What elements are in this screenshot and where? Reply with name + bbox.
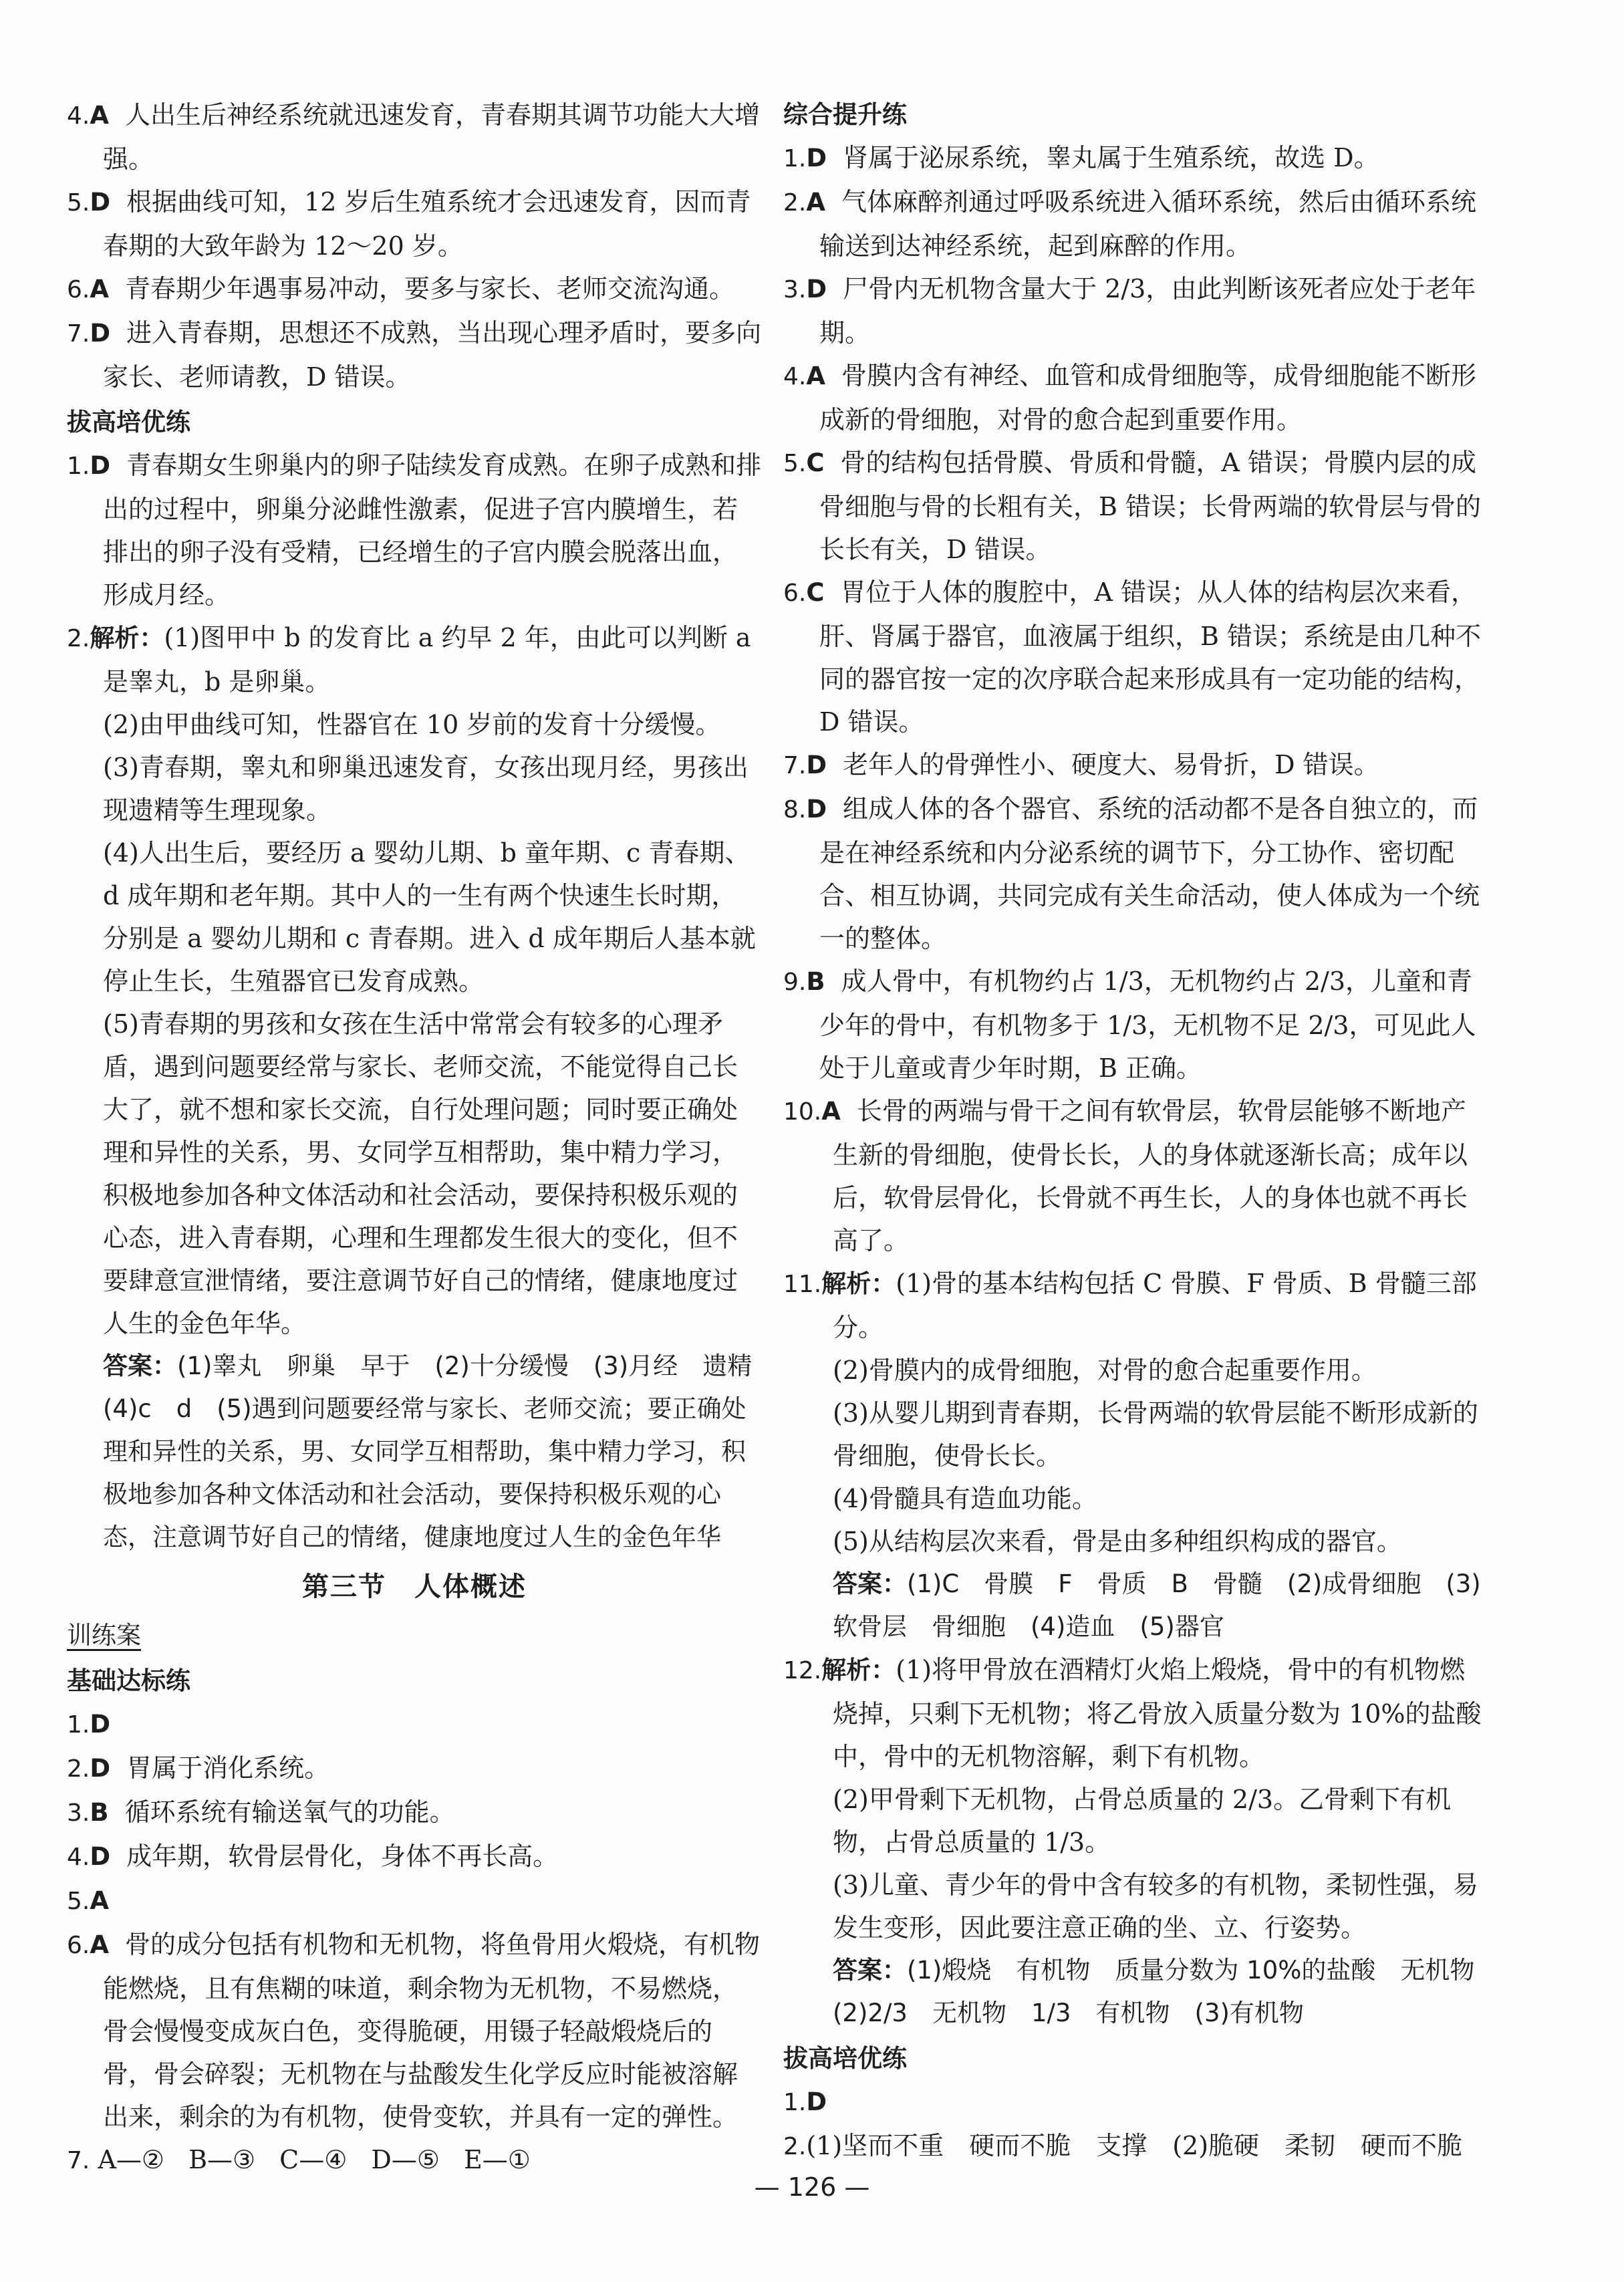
page-number: — 126 — <box>754 2172 870 2202</box>
answer-block: 答案：(1)睾丸 卵巢 早于 (2)十分缓慢 (3)月经 遗精 (4)c d (5)遇到问题要经常与家长、老师交流；要正确处理和异性的关系，男、女同学互相帮助，集中精力学习，积极地参加各种文体活动和社会活动，要保持积极乐观的心态，注意调节好自己的情绪，健康地度过人生的金色年华 <box>103 1352 777 1551</box>
left-column <box>67 94 777 2182</box>
match-pair: B—③ <box>188 2145 256 2174</box>
answer-item: 5.A <box>67 1886 109 1915</box>
answer-item: 7.D 老年人的骨弹性小、硬度大、易骨折，D 错误。 <box>783 750 1379 779</box>
answer-item: 9.B 成人骨中，有机物约占 1/3，无机物约占 2/3，儿童和青少年的骨中，有机物多于 1/3，无机物不足 2/3，可见此人处于儿童或青少年时期，B 正确。 <box>783 967 1476 1083</box>
match-pair: A—② <box>98 2145 164 2174</box>
answer-item: 4.D 成年期，软骨层骨化，身体不再长高。 <box>67 1842 559 1871</box>
section-heading-basic: 基础达标练 <box>67 1666 190 1695</box>
analysis-paragraph: (3)儿童、青少年的骨中含有较多的有机物，柔韧性强，易发生变形，因此要注意正确的坐、立、行姿势。 <box>833 1870 1478 1942</box>
answer-item: 1.D <box>783 2087 827 2116</box>
analysis-paragraph: (3)青春期，睾丸和卵巢迅速发育，女孩出现月经，男孩出现遗精等生理现象。 <box>103 753 749 825</box>
match-pair: E—① <box>464 2145 531 2174</box>
matching-item: 7. A—② B—③ C—④ D—⑤ E—① <box>67 2145 531 2174</box>
answer-item: 3.B 循环系统有输送氧气的功能。 <box>67 1797 455 1827</box>
answer-item: 6.A 骨的成分包括有机物和无机物，将鱼骨用火煅烧，有机物能燃烧，且有焦糊的味道，剩余物为无机物，不易燃烧，骨会慢慢变成灰白色，变得脆硬，用镊子轻敲煅烧后的骨，骨会碎裂；无机物在与盐酸发生化学反应时能被溶解出来，剩余的为有机物，使骨变软，并具有一定的弹性。 <box>67 1930 761 2132</box>
match-pair: C—④ <box>279 2145 348 2174</box>
section-heading-comprehensive: 综合提升练 <box>783 100 907 129</box>
answer-item: 2.D 胃属于消化系统。 <box>67 1753 330 1783</box>
section-heading-advanced: 拔高培优练 <box>67 408 190 436</box>
analysis-paragraph: (2)骨膜内的成骨细胞，对骨的愈合起重要作用。 <box>833 1356 1377 1385</box>
answer-item: 4.A 骨膜内含有神经、血管和成骨细胞等，成骨细胞能不断形成新的骨细胞，对骨的愈合起到重要作用。 <box>783 361 1477 434</box>
analysis-paragraph: (5)从结构层次来看，骨是由多种组织构成的器官。 <box>833 1527 1402 1556</box>
answer-item: 7.D 进入青春期，思想还不成熟，当出现心理矛盾时，要多向家长、老师请教，D 错误。 <box>67 318 762 392</box>
analysis-item: 11.解析：(1)骨的基本结构包括 C 骨膜、F 骨质、B 骨髓三部分。 <box>783 1269 1477 1342</box>
match-pair: D—⑤ <box>371 2145 440 2174</box>
answer-item: 1.D 青春期女生卵巢内的卵子陆续发育成熟。在卵子成熟和排出的过程中，卵巢分泌雌性激素，促进子宫内膜增生，若排出的卵子没有受精，已经增生的子宫内膜会脱落出血，形成月经。 <box>67 451 762 610</box>
answer-item: 6.C 胃位于人体的腹腔中，A 错误；从人体的结构层次来看，肝、肾属于器官，血液属于组织，B 错误；系统是由几种不同的器官按一定的次序联合起来形成具有一定功能的结构，D 错误。 <box>783 578 1482 737</box>
answer-block: 答案：(1)煅烧 有机物 质量分数为 10%的盐酸 无机物 (2)2/3 无机物 1/3 有机物 (3)有机物 <box>833 1956 1500 2027</box>
answer-item: 2.A 气体麻醉剂通过呼吸系统进入循环系统，然后由循环系统输送到达神经系统，起到麻醉的作用。 <box>783 187 1477 261</box>
section-heading-advanced: 拔高培优练 <box>783 2044 907 2073</box>
analysis-paragraph: (2)甲骨剩下无机物，占骨总质量的 2/3。乙骨剩下有机物，占骨总质量的 1/3。 <box>833 1785 1452 1857</box>
analysis-item: 2.解析：(1)图甲中 b 的发育比 a 约早 2 年，由此可以判断 a 是睾丸，b 是卵巢。 <box>67 623 751 696</box>
answer-item: 1.D <box>67 1710 111 1739</box>
answer-item: 8.D 组成人体的各个器官、系统的活动都不是各自独立的，而是在神经系统和内分泌系统的调节下，分工协作、密切配合、相互协调，共同完成有关生命活动，使人体成为一个统一的整体。 <box>783 794 1480 953</box>
answer-item: 6.A 青春期少年遇事易冲动，要多与家长、老师交流沟通。 <box>67 274 735 303</box>
analysis-item: 12.解析：(1)将甲骨放在酒精灯火焰上煅烧，骨中的有机物燃烧掉，只剩下无机物；将乙骨放入质量分数为 10%的盐酸中，骨中的无机物溶解，剩下有机物。 <box>783 1655 1482 1771</box>
analysis-paragraph: (4)骨髓具有造血功能。 <box>833 1484 1097 1513</box>
answer-block: 答案：(1)C 骨膜 F 骨质 B 骨髓 (2)成骨细胞 (3)软骨层 骨细胞 (4)造血 (5)器官 <box>833 1569 1481 1641</box>
answer-item: 5.D 根据曲线可知，12 岁后生殖系统才会迅速发育，因而青春期的大致年龄为 12～20 岁。 <box>67 187 751 261</box>
answer-item: 5.C 骨的结构包括骨膜、骨质和骨髓，A 错误；骨膜内层的成骨细胞与骨的长粗有关，B 错误；长骨两端的软骨层与骨的长长有关，D 错误。 <box>783 448 1482 564</box>
answer-item: 3.D 尸骨内无机物含量大于 2/3，由此判断该死者应处于老年期。 <box>783 274 1476 348</box>
training-label: 训练案 <box>67 1621 141 1650</box>
answer-item: 4.A 人出生后神经系统就迅速发育，青春期其调节功能大大增强。 <box>67 100 761 174</box>
analysis-paragraph: (4)人出生后，要经历 a 婴幼儿期、b 童年期、c 青春期、d 成年期和老年期。其中人的一生有两个快速生长时期，分别是 a 婴幼儿期和 c 青春期。进入 d 成年期后人基本就停止生长，生殖器官已发育成熟。 <box>103 838 756 996</box>
analysis-paragraph: (5)青春期的男孩和女孩在生活中常常会有较多的心理矛盾，遇到问题要经常与家长、老师交流，不能觉得自己长大了，就不想和家长交流，自行处理问题；同时要正确处理和异性的关系，男、女同学互相帮助，集中精力学习，积极地参加各种文体活动和社会活动，要保持积极乐观的心态，进入青春期，心理和生理都发生很大的变化，但不要肆意宣泄情绪，要注意调节好自己的情绪，健康地度过人生的金色年华。 <box>103 1009 738 1338</box>
right-column <box>783 94 1500 2168</box>
analysis-paragraph: (2)由甲曲线可知，性器官在 10 岁前的发育十分缓慢。 <box>103 710 721 739</box>
chapter-title: 第三节 人体概述 <box>302 1571 527 1602</box>
answer-item: 1.D 肾属于泌尿系统，睾丸属于生殖系统，故选 D。 <box>783 143 1379 172</box>
answer-item: 2.(1)坚而不重 硬而不脆 支撑 (2)脆硬 柔韧 硬而不脆 <box>783 2131 1463 2160</box>
answer-item: 10.A 长骨的两端与骨干之间有软骨层，软骨层能够不断地产生新的骨细胞，使骨长长，人的身体就逐渐长高；成年以后，软骨层骨化，长骨就不再生长，人的身体也就不再长高了。 <box>783 1096 1468 1255</box>
analysis-paragraph: (3)从婴儿期到青春期，长骨两端的软骨层能不断形成新的骨细胞，使骨长长。 <box>833 1398 1478 1471</box>
